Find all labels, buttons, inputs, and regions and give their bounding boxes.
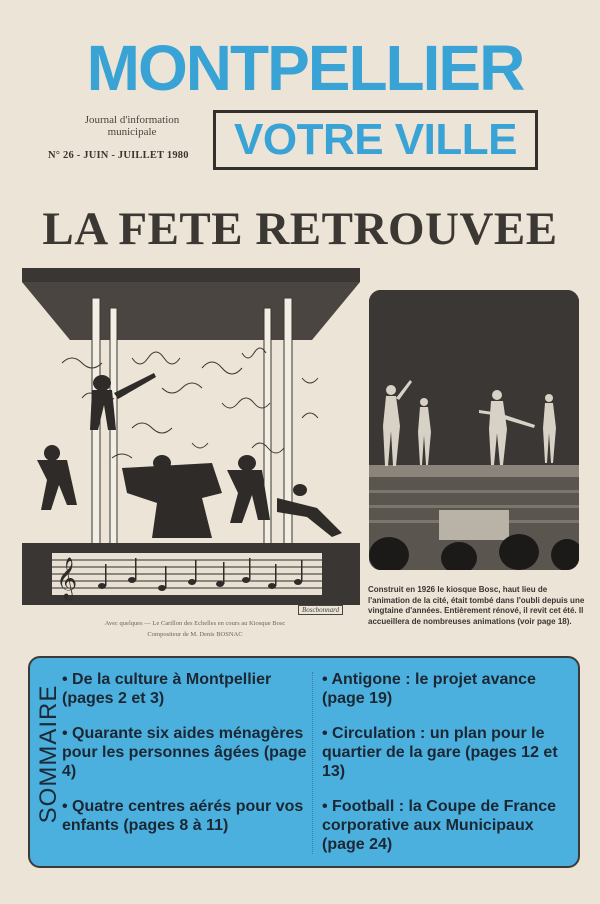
artist-signature: Boscbonnard	[298, 605, 343, 615]
toc-item: • De la culture à Montpellier (pages 2 et 3)	[62, 671, 272, 707]
illustration-caption	[30, 618, 360, 640]
journal-line-2: municipale	[107, 126, 157, 138]
masthead-title: MONTPELLIER	[86, 32, 524, 104]
toc-item: • Quarante six aides ménagères pour les personnes âgées (page 4)	[62, 725, 307, 780]
journal-description	[52, 114, 212, 138]
illustration-caption-line-1: Avec quelques — Le Carillon des Echelles en cours au Kiosque Bosc	[104, 620, 286, 627]
masthead-subtitle: VOTRE VILLE	[234, 115, 517, 164]
issue-number: N° 26 - JUIN - JUILLET 1980	[48, 150, 189, 161]
toc-right-column	[322, 670, 577, 870]
sommaire-label: SOMMAIRE	[35, 684, 62, 824]
toc-item: • Football : la Coupe de France corporative aux Municipaux (page 24)	[322, 798, 557, 853]
svg-text:𝄞: 𝄞	[56, 558, 78, 599]
masthead-subtitle-box	[213, 110, 538, 170]
kiosk-illustration	[22, 268, 362, 613]
toc-left-column	[62, 670, 307, 851]
toc-item: • Circulation : un plan pour le quartier de la gare (pages 12 et 13)	[322, 725, 558, 780]
journal-line-1: Journal d'information	[84, 114, 180, 126]
column-divider	[312, 672, 314, 854]
toc-item: • Antigone : le projet avance (page 19)	[322, 671, 536, 707]
illustration-caption-line-2: Compositeur de M. Denis BOSNAC	[147, 631, 243, 638]
kiosk-dance-photo	[369, 290, 579, 570]
main-headline: LA FETE RETROUVEE	[42, 203, 558, 255]
photo-caption: Construit en 1926 le kiosque Bosc, haut lieu de l'animation de la cité, était tombé dans l'oubli depuis une vingtaine d'années. Entièrement rénové, il revit cet été. Il accueillera de nombreuses animations (voir page 18).	[368, 585, 585, 626]
toc-item: • Quatre centres aérés pour vos enfants (pages 8 à 11)	[62, 798, 304, 834]
table-of-contents-box	[28, 656, 580, 868]
